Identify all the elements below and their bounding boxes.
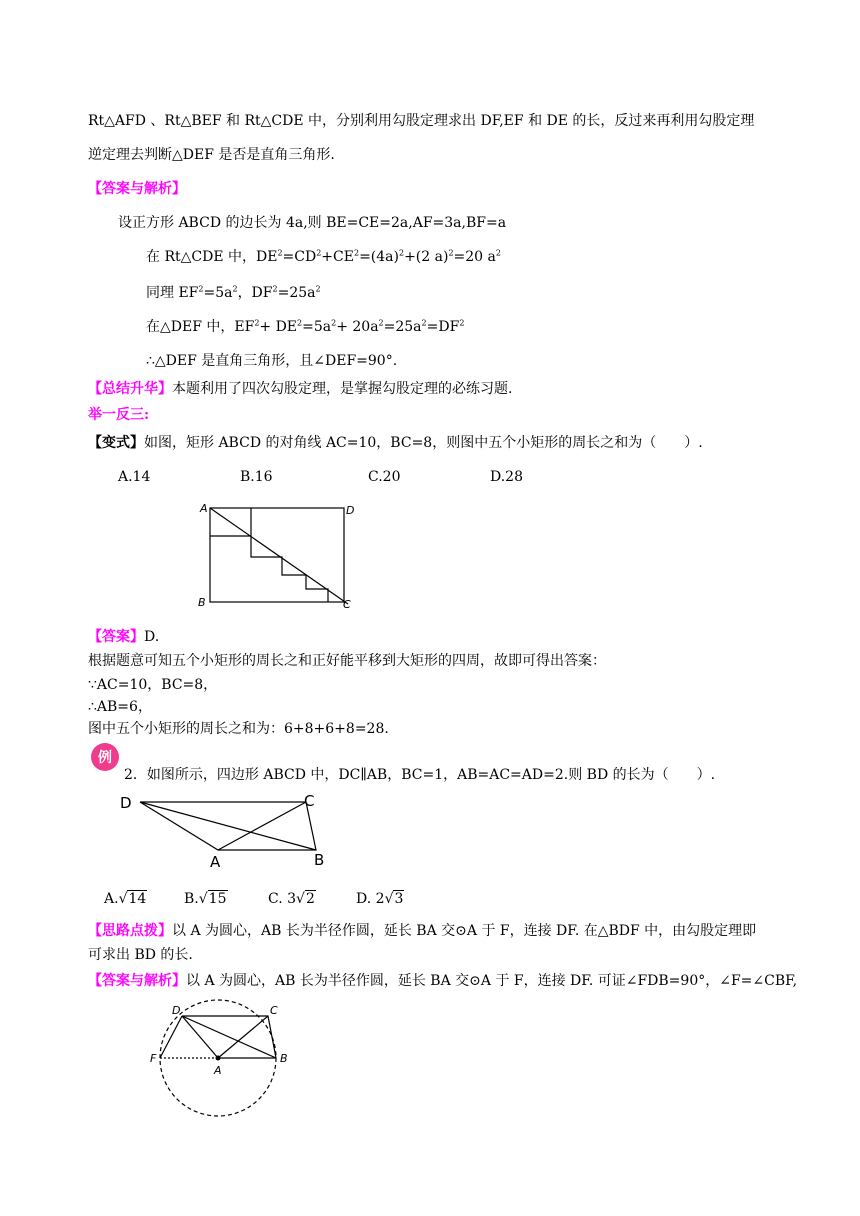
variant-option-d: D.28 bbox=[490, 469, 523, 485]
example-option-d: D. 2√3 bbox=[356, 891, 404, 907]
example-badge-text: 例 bbox=[98, 750, 112, 766]
answer-line-3: 同理 $EF^2=5a^2$，$DF^2=25a^2$ bbox=[146, 284, 321, 301]
summary-label: 【总结升华】 bbox=[88, 381, 172, 397]
variant-label: 【变式】 bbox=[88, 435, 144, 451]
circle-figure bbox=[146, 994, 296, 1124]
variant-text: 如图，矩形 ABCD 的对角线 AC=10，BC=8，则图中五个小矩形的周长之和为（ ）. bbox=[144, 435, 703, 451]
variant-answer-line-3: ∴AB=6， bbox=[88, 699, 152, 715]
example-option-a: A.√14 bbox=[104, 891, 147, 907]
fig2-label-c: C bbox=[304, 792, 315, 810]
quadrilateral-figure bbox=[112, 788, 342, 868]
fig1-label-a: A bbox=[200, 502, 208, 515]
answer-line-2: 在 Rt△CDE 中，$DE^2=CD^2+CE^2=(4a)^2+(2$ a)$^2$=20 $a^2$ bbox=[146, 248, 501, 265]
fig2-label-a: A bbox=[210, 853, 221, 868]
variant-answer bbox=[88, 628, 159, 646]
example-question: 2．如图所示，四边形 ABCD 中，DC∥AB，BC=1，AB=AC=AD=2.则 BD 的长为（ ）. bbox=[124, 767, 716, 783]
fig2-label-b: B bbox=[314, 851, 325, 868]
example-option-c: C. 3√2 bbox=[268, 891, 315, 907]
rectangle-figure bbox=[190, 496, 370, 616]
fig3-label-f: F bbox=[150, 1052, 157, 1065]
variant-answer-line-1: 根据题意可知五个小矩形的周长之和正好能平移到大矩形的四周，故即可得出答案： bbox=[88, 653, 606, 669]
summary bbox=[88, 380, 512, 398]
variant-answer-line-4: 图中五个小矩形的周长之和为：6+8+6+8=28. bbox=[88, 721, 389, 737]
answer-analysis-label: 【答案与解析】 bbox=[88, 181, 186, 197]
fig3-label-c: C bbox=[270, 1004, 278, 1017]
fig1-label-c: C bbox=[343, 598, 351, 611]
example-badge-icon bbox=[90, 742, 120, 772]
hint-line-2: 可求出 BD 的长. bbox=[88, 947, 193, 963]
variant-answer-line-2: ∵AC=10，BC=8， bbox=[88, 677, 218, 693]
variant-option-b: B.16 bbox=[240, 469, 273, 485]
staircase-rectangles bbox=[210, 508, 328, 602]
fig3-label-a: A bbox=[214, 1064, 222, 1077]
line-ac bbox=[218, 802, 306, 850]
answer-line-5: ∴△DEF 是直角三角形，且∠DEF=90°. bbox=[146, 353, 398, 369]
variant-question bbox=[88, 434, 703, 452]
example-option-b: B.√15 bbox=[184, 891, 227, 907]
answer-line-1: 设正方形 ABCD 的边长为 4a,则 BE=CE=2a,AF=3a,BF=a bbox=[118, 215, 507, 231]
line-db-2 bbox=[182, 1016, 276, 1058]
intro-line-2: 逆定理去判断△DEF 是否是直角三角形. bbox=[88, 147, 335, 163]
variant-option-c: C.20 bbox=[368, 469, 401, 485]
fig3-label-b: B bbox=[280, 1052, 288, 1065]
fig1-label-b: B bbox=[198, 596, 206, 609]
practice-heading: 举一反三: bbox=[88, 407, 150, 423]
fig1-label-d: D bbox=[346, 504, 355, 517]
line-db bbox=[140, 802, 316, 850]
hint-line-1: 【思路点拨】以 A 为圆心，AB 长为半径作圆，延长 BA 交⊙A 于 F，连接 DF. 在△BDF 中，由勾股定理即 bbox=[88, 923, 757, 939]
line-da bbox=[182, 1016, 218, 1058]
summary-text: 本题利用了四次勾股定理，是掌握勾股定理的必练习题. bbox=[172, 381, 513, 397]
variant-answer-label: 【答案】 bbox=[88, 629, 144, 645]
fig3-label-d: D bbox=[172, 1004, 181, 1017]
answer2-label: 【答案与解析】 bbox=[88, 973, 186, 989]
variant-option-a: A.14 bbox=[118, 469, 151, 485]
answer2-line: 【答案与解析】以 A 为圆心，AB 长为半径作圆，延长 BA 交⊙A 于 F，连接 DF. 可证∠FDB=90°，∠F=∠CBF, bbox=[88, 973, 798, 989]
variant-answer-value: D. bbox=[144, 629, 160, 645]
answer-line-4: 在△DEF 中，$EF^2+ DE^2=5a^2+ 20a^2=25a^2=DF^2$ bbox=[146, 318, 465, 335]
hint-label: 【思路点拨】 bbox=[88, 923, 172, 939]
intro-line-1: Rt△AFD 、Rt△BEF 和 Rt△CDE 中，分别利用勾股定理求出 DF,EF 和 DE 的长，反过来再利用勾股定理 bbox=[88, 113, 755, 129]
center-point bbox=[216, 1056, 221, 1061]
fig2-label-d: D bbox=[120, 794, 132, 812]
